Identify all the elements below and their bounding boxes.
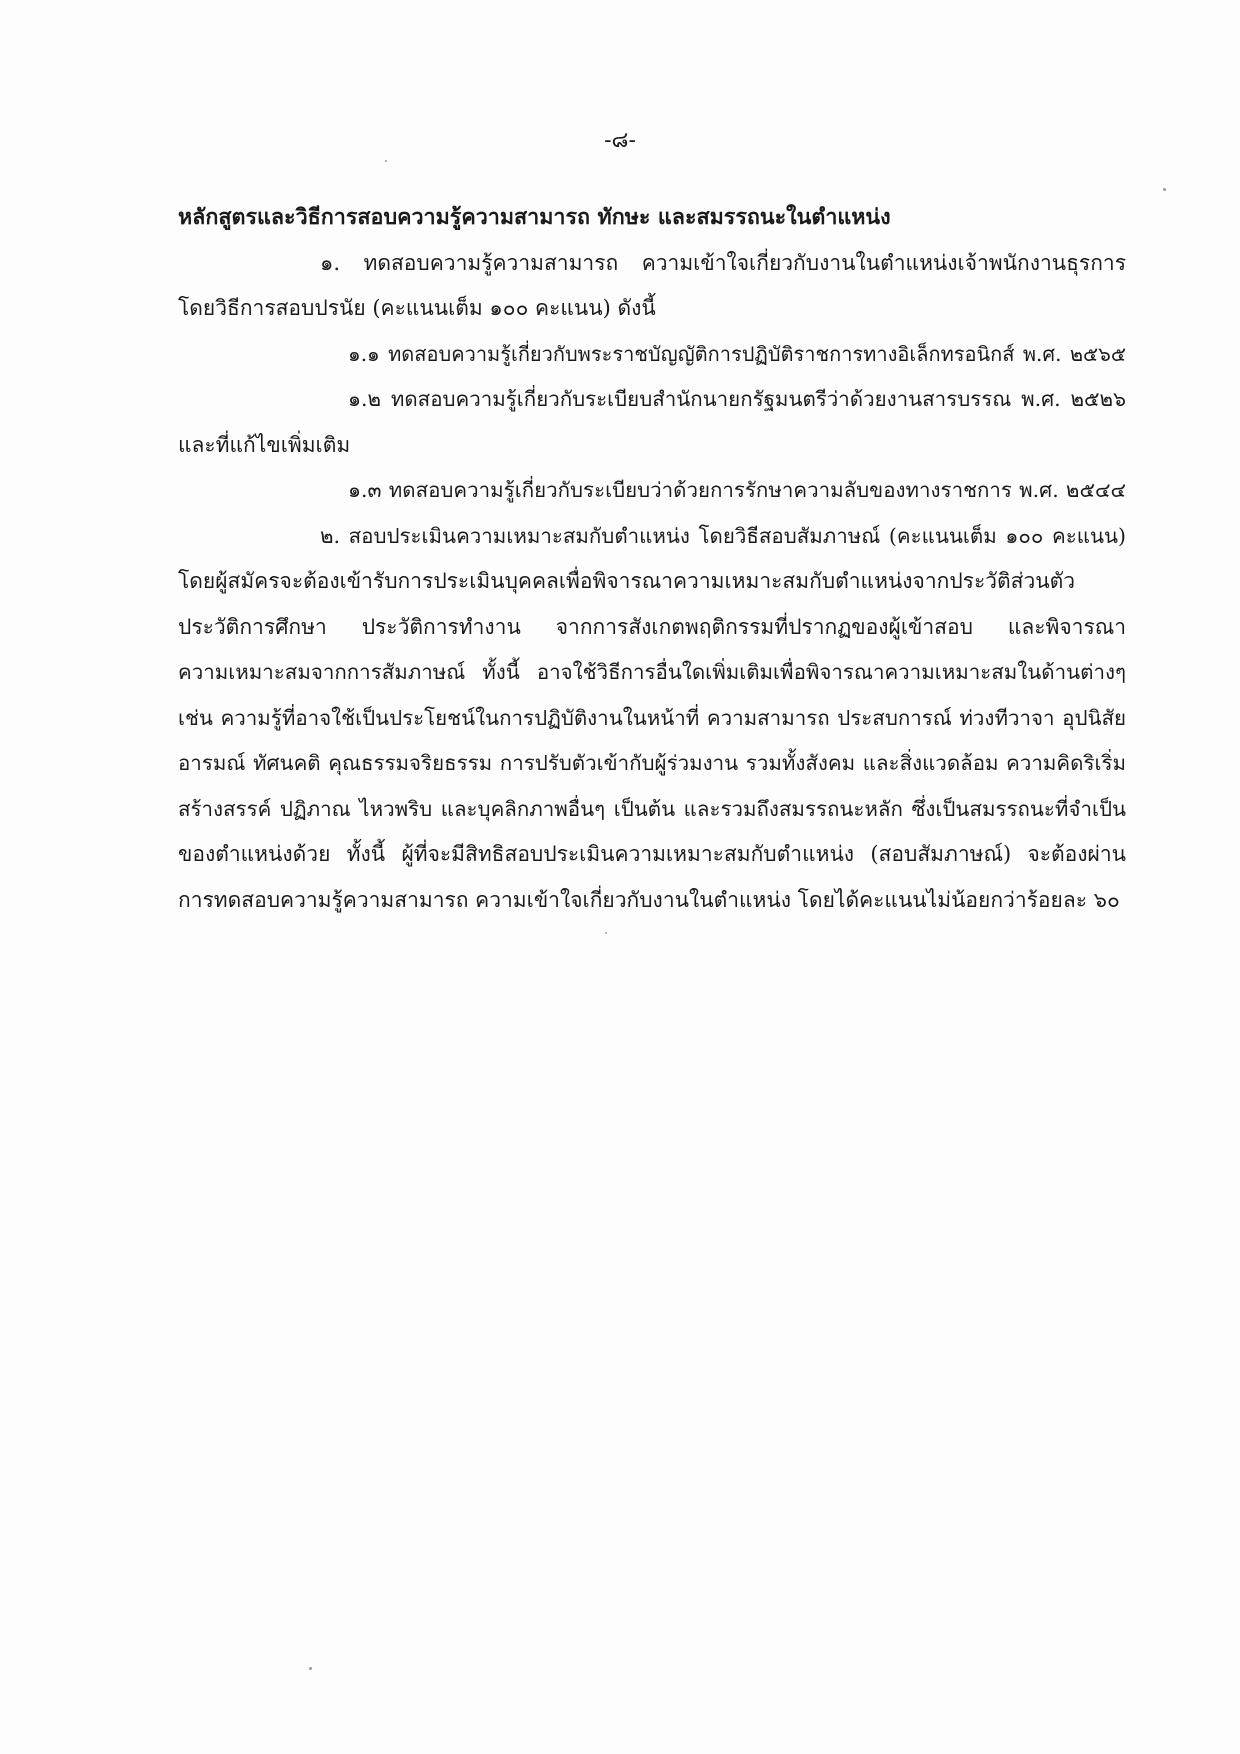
scan-speck [605,932,607,934]
sub-item-1-2-line-2: และที่แก้ไขเพิ่มเติม [178,432,351,457]
sub-item-1-1: ๑.๑ ทดสอบความรู้เกี่ยวกับพระราชบัญญัติการปฏิบัติราชการทางอิเล็กทรอนิกส์ พ.ศ. ๒๕๖๕ [348,341,1126,366]
item-2-line-8: ของตำแหน่งด้วย ทั้งนี้ ผู้ที่จะมีสิทธิสอบประเมินความเหมาะสมกับตำแหน่ง (สอบสัมภาษณ์) จะต้องผ่าน [178,842,1126,866]
sub-item-1-3: ๑.๓ ทดสอบความรู้เกี่ยวกับระเบียบว่าด้วยการรักษาความลับของทางราชการ พ.ศ. ๒๕๔๔ [348,478,1126,502]
item-1-line-2: โดยวิธีการสอบปรนัย (คะแนนเต็ม ๑๐๐ คะแนน) ดังนี้ [178,296,656,320]
item-2-line-1: ๒. สอบประเมินความเหมาะสมกับตำแหน่ง โดยวิธีสอบสัมภาษณ์ (คะแนนเต็ม ๑๐๐ คะแนน) [320,523,1126,548]
page-number: -๘- [604,128,636,153]
scan-speck [1163,188,1166,191]
item-2-line-5: เช่น ความรู้ที่อาจใช้เป็นประโยชน์ในการปฏิบัติงานในหน้าที่ ความสามารถ ประสบการณ์ ท่วงทีวาจา อุปนิสัย [178,705,1126,730]
document-body [178,195,1126,923]
sub-item-1-2-line-1: ๑.๒ ทดสอบความรู้เกี่ยวกับระเบียบสำนักนายกรัฐมนตรีว่าด้วยงานสารบรรณ พ.ศ. ๒๕๒๖ [348,387,1126,411]
item-2-line-7: สร้างสรรค์ ปฏิภาณ ไหวพริบ และบุคลิกภาพอื่นๆ เป็นต้น และรวมถึงสมรรถนะหลัก ซึ่งเป็นสมรรถนะที่จำเป็น [178,796,1126,821]
item-2-line-4: ความเหมาะสมจากการสัมภาษณ์ ทั้งนี้ อาจใช้วิธีการอื่นใดเพิ่มเติมเพื่อพิจารณาความเหมาะสมในด้านต่างๆ [178,660,1126,684]
scan-speck [385,160,387,162]
item-1-line-1: ๑. ทดสอบความรู้ความสามารถ ความเข้าใจเกี่ยวกับงานในตำแหน่งเจ้าพนักงานธุรการ [320,250,1126,275]
section-heading: หลักสูตรและวิธีการสอบความรู้ความสามารถ ทักษะ และสมรรถนะในตำแหน่ง [178,205,891,230]
item-2-line-2: โดยผู้สมัครจะต้องเข้ารับการประเมินบุคคลเพื่อพิจารณาความเหมาะสมกับตำแหน่งจากประวัติส่วนตัว [178,569,1076,593]
item-2-line-3: ประวัติการศึกษา ประวัติการทำงาน จากการสังเกตพฤติกรรมที่ปรากฏของผู้เข้าสอบ และพิจารณา [178,614,1126,639]
scan-speck [309,1667,312,1670]
item-2-line-9: การทดสอบความรู้ความสามารถ ความเข้าใจเกี่ยวกับงานในตำแหน่ง โดยได้คะแนนไม่น้อยกว่าร้อยละ ๖๐ [178,887,1120,912]
item-2-line-6: อารมณ์ ทัศนคติ คุณธรรมจริยธรรม การปรับตัวเข้ากับผู้ร่วมงาน รวมทั้งสังคม และสิ่งแวดล้อม ความคิดริเริ่ม [178,751,1126,775]
